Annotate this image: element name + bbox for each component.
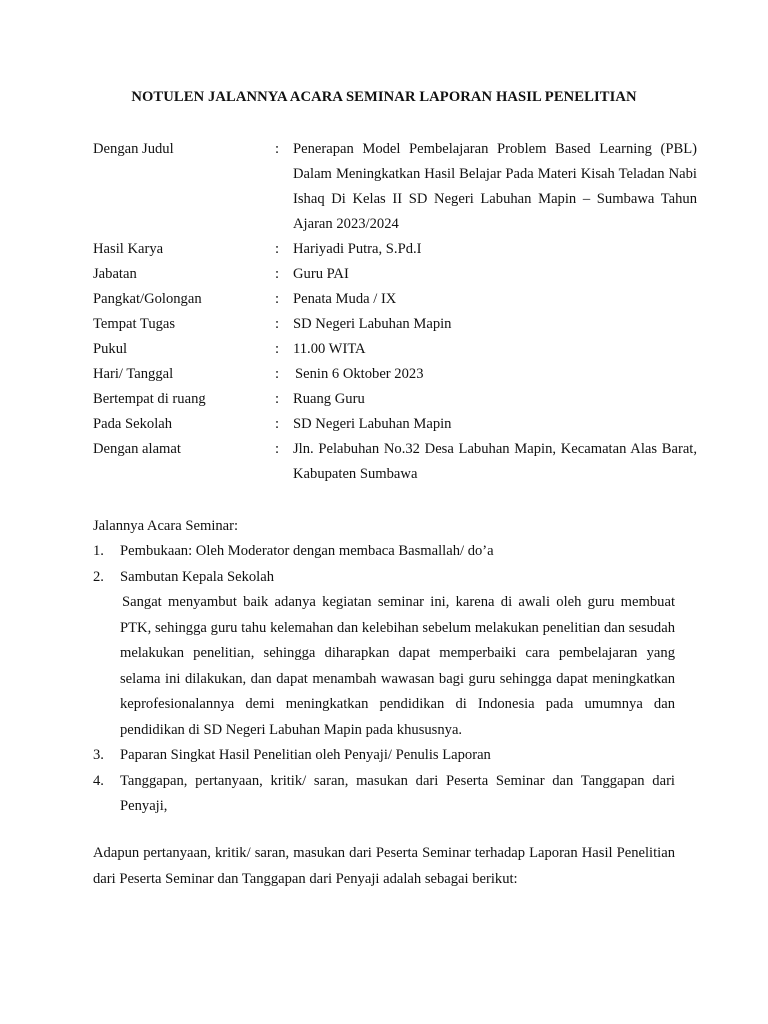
info-colon: :	[275, 291, 280, 307]
info-value-address: Jln. Pelabuhan No.32 Desa Labuhan Mapin, Kecamatan Alas Barat, Kabupaten Sumbawa	[293, 441, 697, 482]
info-label: Hasil Karya	[93, 241, 164, 257]
info-row	[93, 412, 697, 437]
info-colon: :	[275, 341, 280, 357]
list-number: 1.	[93, 543, 104, 559]
agenda-list	[93, 539, 675, 820]
info-value: SD Negeri Labuhan Mapin	[293, 316, 452, 332]
agenda-heading: Jalannya Acara Seminar:	[93, 518, 239, 534]
info-colon: :	[275, 141, 280, 157]
list-number: 4.	[93, 772, 104, 789]
list-number: 3.	[93, 747, 104, 763]
info-value: Senin 6 Oktober 2023	[295, 366, 424, 382]
info-label: Hari/ Tanggal	[93, 366, 174, 382]
info-value-judul: Penerapan Model Pembelajaran Problem Based Learning (PBL) Dalam Meningkatkan Hasil Belajar Pada Materi Kisah Teladan Nabi Ishaq Di Kelas II SD Negeri Labuhan Mapin – Sumbawa Tahun Ajaran 2023/2024	[293, 141, 697, 232]
info-row	[93, 312, 697, 337]
info-label: Dengan Judul	[93, 141, 174, 157]
info-value: Ruang Guru	[293, 391, 365, 407]
info-value: SD Negeri Labuhan Mapin	[293, 416, 452, 432]
info-value: Penata Muda / IX	[293, 291, 397, 307]
list-item	[93, 769, 675, 820]
info-label: Bertempat di ruang	[93, 391, 206, 407]
list-text: Tanggapan, pertanyaan, kritik/ saran, masukan dari Peserta Seminar dan Tanggapan dari Penyaji,	[120, 772, 675, 814]
info-colon: :	[275, 266, 280, 282]
info-label: Pangkat/Golongan	[93, 291, 202, 307]
closing-paragraph: Adapun pertanyaan, kritik/ saran, masukan dari Peserta Seminar terhadap Laporan Hasil Penelitian dari Peserta Seminar dan Tanggapan dari Penyaji adalah sebagai berikut:	[93, 845, 675, 887]
info-table	[93, 137, 697, 487]
info-colon: :	[275, 416, 280, 432]
list-item	[93, 743, 675, 769]
sambutan-paragraph: Sangat menyambut baik adanya kegiatan seminar ini, karena di awali oleh guru membuat PTK, sehingga guru tahu kelemahan dan kelebihan sebelum melakukan penelitian dan sesudah melakukan penelitian, sehingga diharapkan dapat memperbaiki cara pembelajaran yang selama ini dilakukan, dan dapat menambah wawasan bagi guru sehingga dapat meningkatkan keprofesionalannya demi meningkatkan pendidikan di Indonesia pada umumnya dan pendidikan di SD Negeri Labuhan Mapin pada khususnya.	[120, 594, 675, 738]
info-value: 11.00 WITA	[293, 341, 366, 357]
info-label: Jabatan	[93, 266, 137, 282]
info-row	[93, 387, 697, 412]
info-row	[93, 337, 697, 362]
list-item	[93, 565, 675, 591]
info-row	[93, 237, 697, 262]
list-number: 2.	[93, 568, 104, 585]
info-row	[93, 362, 697, 387]
info-colon: :	[275, 366, 280, 382]
info-colon: :	[275, 241, 280, 257]
info-label: Pada Sekolah	[93, 416, 173, 432]
list-item	[93, 539, 675, 565]
info-row	[93, 287, 697, 312]
document-title: NOTULEN JALANNYA ACARA SEMINAR LAPORAN HASIL PENELITIAN	[131, 89, 637, 105]
info-row	[93, 262, 697, 287]
list-text: Pembukaan: Oleh Moderator dengan membaca Basmallah/ do’a	[120, 543, 494, 559]
list-text: Paparan Singkat Hasil Penelitian oleh Penyaji/ Penulis Laporan	[120, 747, 491, 763]
info-colon: :	[275, 316, 280, 332]
info-row-judul	[93, 137, 697, 237]
info-label: Pukul	[93, 341, 128, 357]
info-colon: :	[275, 441, 280, 457]
list-text: Sambutan Kepala Sekolah	[120, 568, 275, 585]
info-label: Dengan alamat	[93, 441, 181, 457]
info-colon: :	[275, 391, 280, 407]
info-label: Tempat Tugas	[93, 316, 176, 332]
info-value: Hariyadi Putra, S.Pd.I	[293, 241, 422, 257]
info-row	[93, 437, 697, 487]
info-value: Guru PAI	[293, 266, 349, 282]
